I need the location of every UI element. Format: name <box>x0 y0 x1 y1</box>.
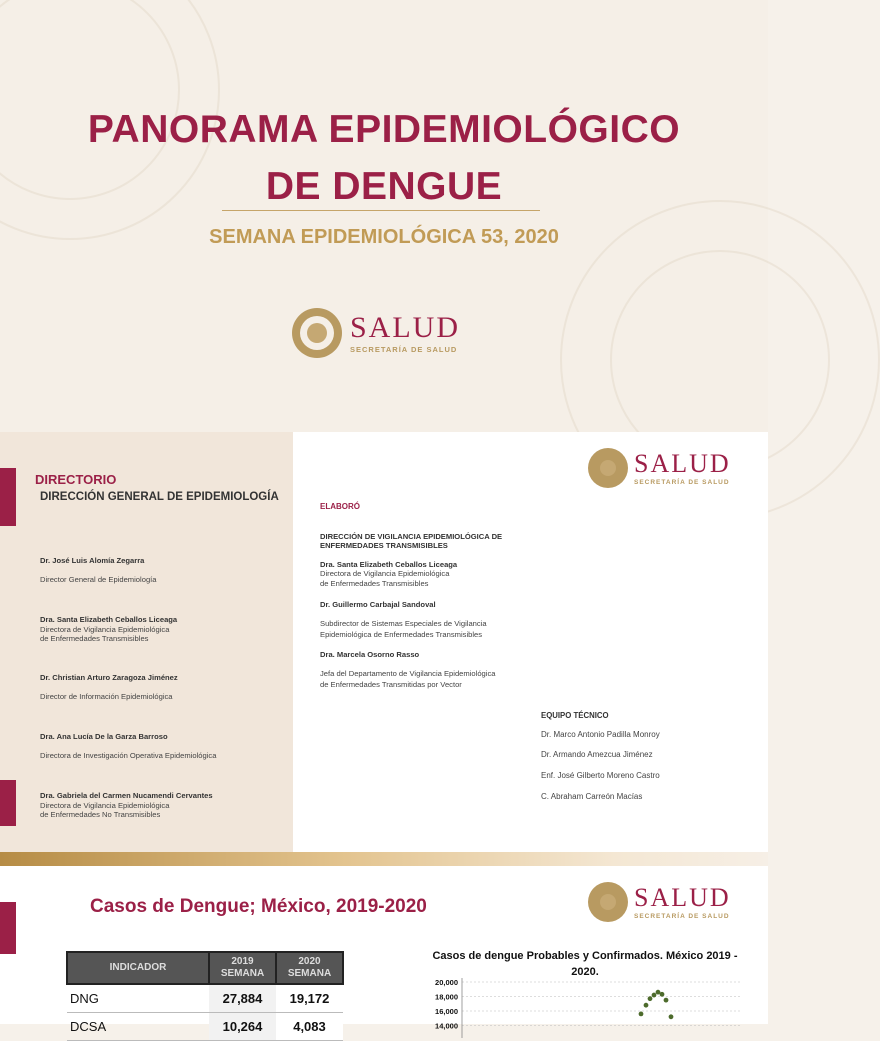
chart-plot <box>410 978 740 1038</box>
data-point <box>652 993 657 998</box>
director-name: Dr. Christian Arturo Zaragoza Jiménez <box>40 673 178 682</box>
team-member: Enf. José Gilberto Moreno Castro <box>541 771 660 780</box>
table-header: INDICADOR <box>67 952 209 984</box>
author-name: Dr. Guillermo Carbajal Sandoval <box>320 600 436 609</box>
table-header: 2019 SEMANA <box>209 952 276 984</box>
data-point <box>664 998 669 1003</box>
author-role: Epidemiológica de Enfermedades Transmisibles <box>320 630 483 639</box>
director-role: Director General de Epidemiología <box>40 575 157 584</box>
logo-name: SALUD <box>634 882 731 912</box>
table-cell: 27,884 <box>209 984 276 1012</box>
cover-slide <box>0 0 768 432</box>
chart-title: Casos de dengue Probables y Confirmados. México 2019 - 2020. <box>432 950 738 978</box>
logo-tagline: SECRETARÍA DE SALUD <box>634 912 730 920</box>
salud-logo <box>588 882 731 922</box>
cover-title-line2: DE DENGUE <box>265 165 503 208</box>
gradient-divider <box>0 852 768 866</box>
team-member: C. Abraham Carreón Macías <box>541 792 643 801</box>
author-name: Dra. Santa Elizabeth Ceballos Liceaga <box>320 560 458 569</box>
director-name: Dra. Gabriela del Carmen Nucamendi Cervantes <box>40 791 213 800</box>
y-tick-label: 16,000 <box>435 1007 458 1016</box>
directory-slide <box>0 432 768 852</box>
director-role: de Enfermedades No Transmisibles <box>40 810 161 819</box>
author-role: Directora de Vigilancia Epidemiológica <box>320 569 450 578</box>
directory-subheading: DIRECCIÓN GENERAL DE EPIDEMIOLOGÍA <box>40 491 279 503</box>
table-header-row <box>67 952 343 984</box>
data-point <box>669 1014 674 1019</box>
coat-of-arms-icon <box>588 448 628 488</box>
table-cell: 10,264 <box>209 1012 276 1040</box>
data-point <box>644 1003 649 1008</box>
coat-of-arms-icon <box>588 882 628 922</box>
logo-tagline: SECRETARÍA DE SALUD <box>350 344 458 354</box>
y-tick-label: 18,000 <box>435 992 458 1002</box>
director-role: Director de Información Epidemiológica <box>40 692 173 701</box>
logo-name: SALUD <box>634 448 731 478</box>
cases-slide <box>0 866 768 1034</box>
author-role: de Enfermedades Transmisibles <box>320 579 429 588</box>
accent-bar <box>0 468 16 526</box>
table-cell: 4,083 <box>276 1012 343 1040</box>
author-name: Dra. Marcela Osorno Rasso <box>320 650 420 659</box>
director-role: Directora de Investigación Operativa Epidemiológica <box>40 751 217 760</box>
director-name: Dr. José Luis Alomía Zegarra <box>40 556 145 565</box>
data-point <box>639 1012 644 1017</box>
y-tick-label: 20,000 <box>435 978 458 987</box>
title-divider <box>222 210 540 211</box>
logo-tagline: SECRETARÍA DE SALUD <box>634 478 730 486</box>
team-member: Dr. Armando Amezcua Jiménez <box>541 750 653 759</box>
salud-logo <box>292 308 460 358</box>
dengue-chart <box>410 948 740 1031</box>
elaboro-heading: ELABORÓ <box>320 502 360 511</box>
table-cell: DNG <box>67 984 209 1012</box>
accent-bar <box>0 780 16 826</box>
directory-heading: DIRECTORIO <box>35 472 117 487</box>
unit-name: DIRECCIÓN DE VIGILANCIA EPIDEMIOLÓGICA DE <box>320 532 503 541</box>
cover-subtitle: SEMANA EPIDEMIOLÓGICA 53, 2020 <box>209 226 559 248</box>
director-name: Dra. Ana Lucía De la Garza Barroso <box>40 732 168 741</box>
logo-name: SALUD <box>350 310 461 344</box>
indicator-table <box>66 951 344 1041</box>
unit-name: ENFERMEDADES TRANSMISIBLES <box>320 541 448 550</box>
team-member: Dr. Marco Antonio Padilla Monroy <box>541 730 660 739</box>
table-header: 2020 SEMANA <box>276 952 343 984</box>
author-role: de Enfermedades Transmitidas por Vector <box>320 680 462 689</box>
table-cell: DCSA <box>67 1012 209 1040</box>
equipo-heading: EQUIPO TÉCNICO <box>541 711 609 720</box>
table-row <box>67 984 343 1012</box>
table-cell: 19,172 <box>276 984 343 1012</box>
accent-bar <box>0 902 16 954</box>
table-row <box>67 1012 343 1040</box>
y-tick-label: 14,000 <box>435 1021 458 1031</box>
director-role: de Enfermedades Transmisibles <box>40 634 149 643</box>
data-point <box>648 996 653 1001</box>
director-role: Directora de Vigilancia Epidemiológica <box>40 625 170 634</box>
director-name: Dra. Santa Elizabeth Ceballos Liceaga <box>40 615 178 624</box>
author-role: Jefa del Departamento de Vigilancia Epidemiológica <box>320 669 496 678</box>
data-point <box>660 992 665 997</box>
salud-logo <box>588 448 731 488</box>
author-role: Subdirector de Sistemas Especiales de Vigilancia <box>320 619 487 628</box>
cover-title-line1: PANORAMA EPIDEMIOLÓGICO <box>87 108 681 151</box>
director-role: Directora de Vigilancia Epidemiológica <box>40 801 170 810</box>
cases-title: Casos de Dengue; México, 2019-2020 <box>90 896 427 917</box>
coat-of-arms-icon <box>292 308 342 358</box>
